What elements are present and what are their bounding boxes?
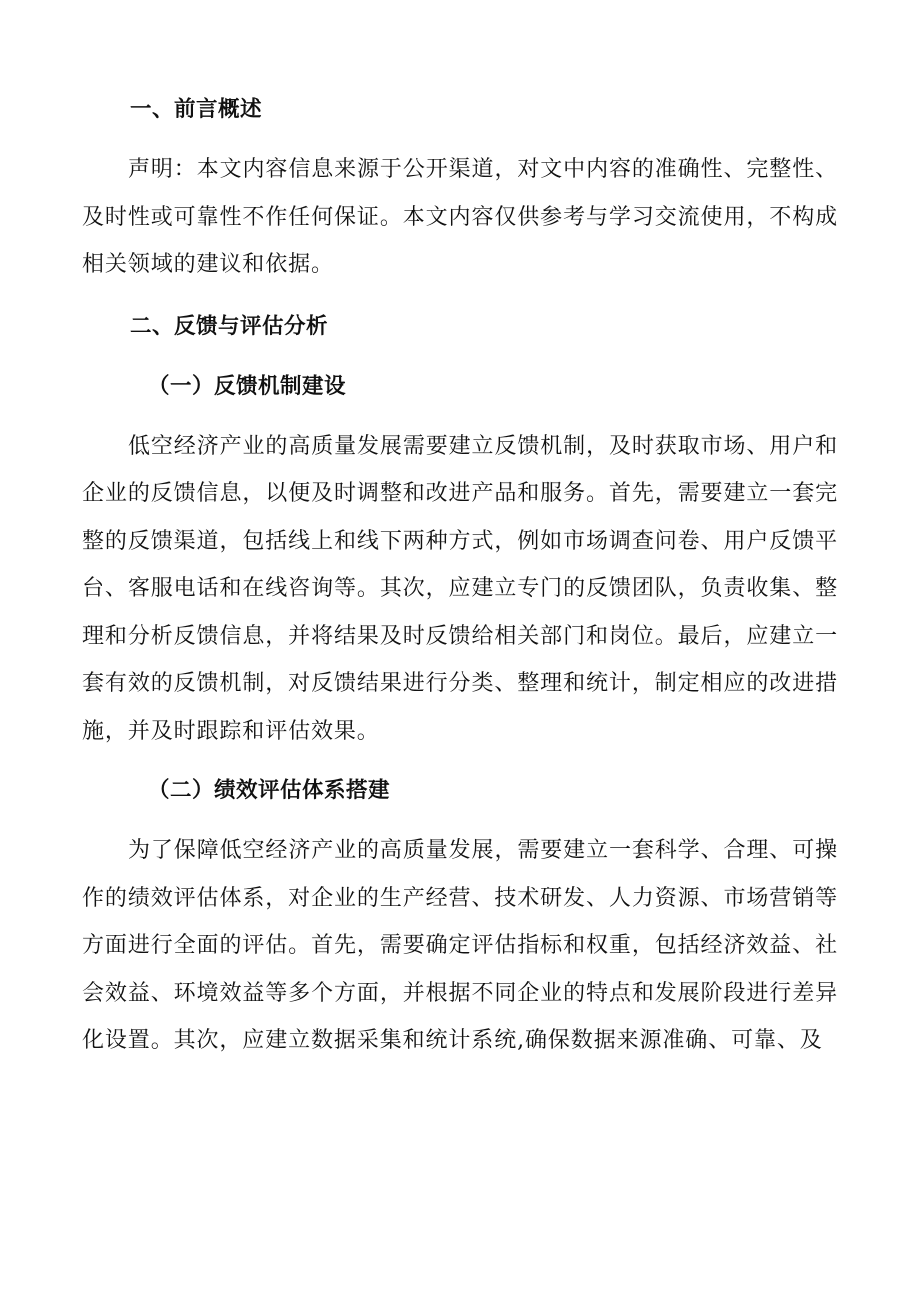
section-heading-preface: 一、前言概述 [130, 97, 263, 122]
document-page [82, 86, 838, 1065]
section-heading-feedback: 二、反馈与评估分析 [130, 313, 329, 339]
performance-evaluation-paragraph: 为了保障低空经济产业的高质量发展，需要建立一套科学、合理、可操作的绩效评估体系，对企业的生产经营、技术研发、人力资源、市场营销等方面进行全面的评估。首先，需要确定评估指标和权重，包括经济效益、社会效益、环境效益等多个方面，并根据不同企业的特点和发展阶段进行差异化设置。其次，应建立数据采集和统计系统,确保数据来源准确、可靠、及 [82, 838, 838, 1053]
disclaimer-paragraph: 声明：本文内容信息来源于公开渠道，对文中内容的准确性、完整性、及时性或可靠性不作任何保证。本文内容仅供参考与学习交流使用，不构成相关领域的建议和依据。 [82, 157, 838, 277]
subsection-heading-performance-evaluation: （二）绩效评估体系搭建 [148, 778, 391, 803]
subsection-heading-feedback-mechanism: （一）反馈机制建设 [148, 373, 347, 399]
feedback-mechanism-paragraph: 低空经济产业的高质量发展需要建立反馈机制，及时获取市场、用户和企业的反馈信息，以便及时调整和改进产品和服务。首先，需要建立一套完整的反馈渠道，包括线上和线下两种方式，例如市场调查问卷、用户反馈平台、客服电话和在线咨询等。其次，应建立专门的反馈团队，负责收集、整理和分析反馈信息，并将结果及时反馈给相关部门和岗位。最后，应建立一套有效的反馈机制，对反馈结果进行分类、整理和统计，制定相应的改进措施，并及时跟踪和评估效果。 [82, 433, 838, 744]
